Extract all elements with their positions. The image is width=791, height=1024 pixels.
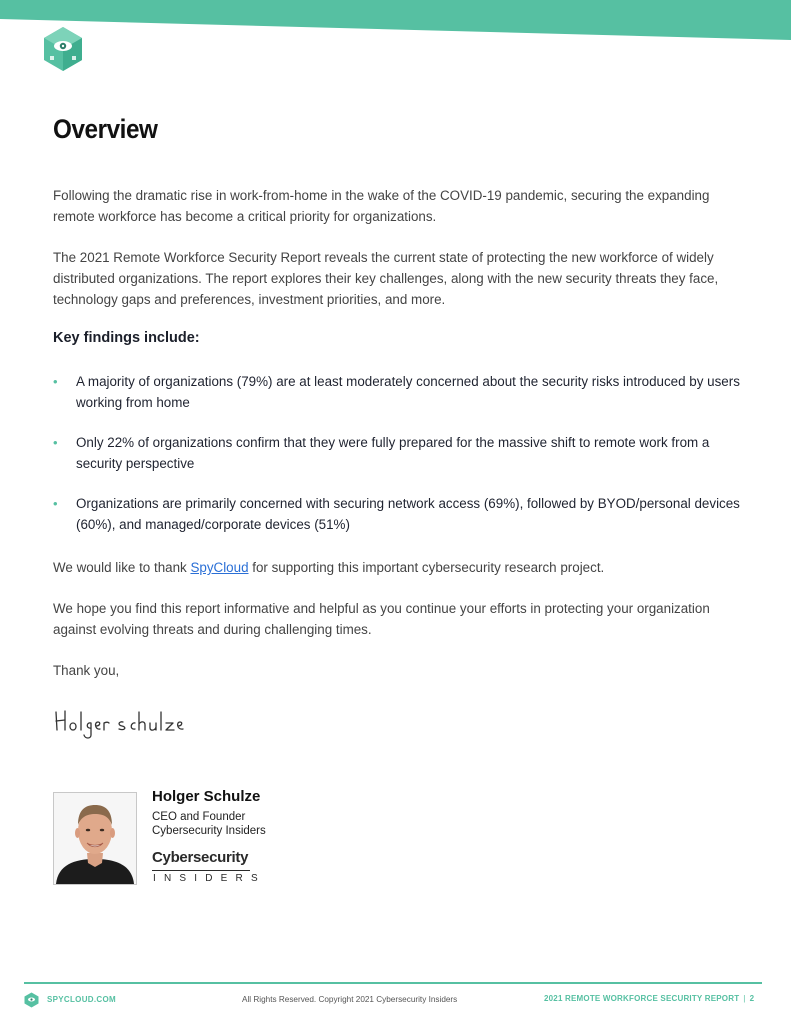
thanks-text-after: for supporting this important cybersecurity research project. <box>248 560 605 575</box>
thanks-text-before: We would like to thank <box>53 560 191 575</box>
key-findings-heading: Key findings include: <box>53 330 200 346</box>
thanks-paragraph <box>53 557 743 578</box>
cybersecurity-insiders-logo-subtitle: INSIDERS <box>153 873 266 884</box>
author-name: Holger Schulze <box>152 788 261 805</box>
spycloud-logo-icon <box>42 26 84 72</box>
footer-copyright: All Rights Reserved. Copyright 2021 Cybersecurity Insiders <box>242 995 458 1004</box>
signoff-text: Thank you, <box>53 663 120 678</box>
hope-paragraph: We hope you find this report informative and helpful as you continue your efforts in protecting your organization against evolving threats and during challenging times. <box>53 601 710 637</box>
footer-report-title <box>544 994 754 1003</box>
bullet-icon: • <box>53 374 58 389</box>
bullet-icon: • <box>53 496 58 511</box>
logo-divider <box>152 870 250 871</box>
intro-paragraph-1: Following the dramatic rise in work-from-home in the wake of the COVID-19 pandemic, securing the expanding remote workforce has become a critical priority for organizations. <box>53 188 710 224</box>
list-item <box>53 371 743 413</box>
finding-text: Only 22% of organizations confirm that they were fully prepared for the massive shift to remote work from a security perspective <box>76 435 710 471</box>
key-findings-list <box>53 371 743 554</box>
author-portrait-icon <box>54 793 136 884</box>
author-photo <box>53 792 137 885</box>
footer-website-link[interactable]: SPYCLOUD.COM <box>47 995 116 1004</box>
author-organization: Cybersecurity Insiders <box>152 824 266 837</box>
finding-text: Organizations are primarily concerned with securing network access (69%), followed by BYOD/personal devices (60%), and managed/corporate devices (51%) <box>76 496 740 532</box>
list-item <box>53 432 743 474</box>
top-accent-band <box>0 0 791 44</box>
author-title: CEO and Founder <box>152 811 246 823</box>
finding-text: A majority of organizations (79%) are at least moderately concerned about the security risks introduced by users working from home <box>76 374 740 410</box>
page-title: Overview <box>53 114 158 144</box>
intro-paragraph-2: The 2021 Remote Workforce Security Report reveals the current state of protecting the new workforce of widely distributed organizations. The report explores their key challenges, along with the new security threats they face, technology gaps and preferences, investment priorities, and more. <box>53 250 719 307</box>
report-title-text: 2021 REMOTE WORKFORCE SECURITY REPORT <box>544 994 740 1003</box>
spycloud-small-logo-icon <box>24 992 39 1008</box>
list-item <box>53 493 743 535</box>
bullet-icon: • <box>53 435 58 450</box>
spycloud-link[interactable]: SpyCloud <box>190 560 249 575</box>
footer-separator: | <box>743 994 746 1003</box>
page-number: 2 <box>749 994 755 1003</box>
cybersecurity-insiders-logo-wordmark: Cybersecurity <box>152 849 249 866</box>
footer-divider <box>24 982 762 984</box>
author-role <box>152 811 266 838</box>
handwritten-signature <box>53 706 193 740</box>
